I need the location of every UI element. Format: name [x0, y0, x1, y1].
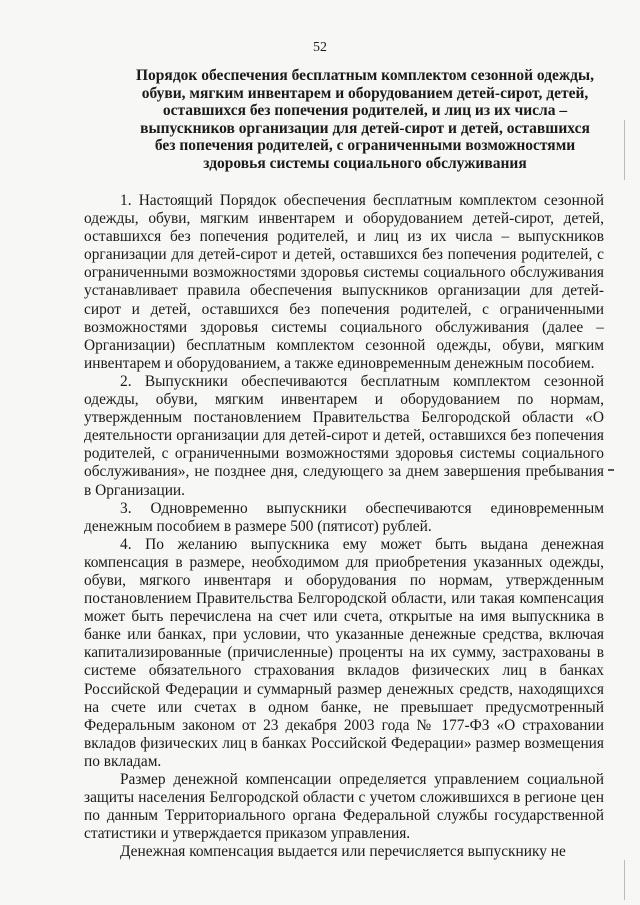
margin-mark — [608, 469, 614, 471]
page-edge-line — [624, 120, 625, 180]
document-title: Порядок обеспечения бесплатным комплектом сезонной одежды, обуви, мягким инвентарем и оборудованием детей-сирот, детей, оставшихся без попечения родителей, и лиц из их числа – выпускников организации для детей-сирот и детей, оставшихся без попечения родителей, с ограниченными возможностями здоровья системы социального обслуживания — [136, 67, 594, 172]
paragraph-5: Размер денежной компенсации определяется управлением социальной защиты населения Белгородской области с учетом сложившихся в регионе цен по данным Территориального органа Федеральной службы государственной статистики и утверждается приказом управления. — [84, 771, 604, 843]
document-body — [84, 192, 604, 861]
paragraph-4: 4. По желанию выпускника ему может быть выдана денежная компенсация в размере, необходимом для приобретения указанных одежды, обуви, мягкого инвентаря и оборудования по нормам, утвержденным постановлением Правительства Белгородской области, или такая компенсация может быть перечислена на счет или счета, открытые на имя выпускника в банке или банках, при условии, что указанные денежные средства, включая капитализированные (причисленные) проценты на их сумму, застрахованы в системе обязательного страхования вкладов физических лиц в банках Российской Федерации и суммарный размер денежных средств, находящихся на счете или счетах в одном банке, не превышает предусмотренный Федеральным законом от 23 декабря 2003 года № 177-ФЗ «О страховании вкладов физических лиц в банках Российской Федерации» размер возмещения по вкладам. — [84, 535, 604, 770]
paragraph-3: 3. Одновременно выпускники обеспечиваются единовременным денежным пособием в размере 500 (пятисот) рублей. — [84, 499, 604, 535]
page-number: 52 — [313, 40, 327, 55]
paragraph-2: 2. Выпускники обеспечиваются бесплатным комплектом сезонной одежды, обуви, мягким инвентарем и оборудованием по нормам, утвержденным постановлением Правительства Белгородской области «О деятельности организации для детей-сирот и детей, оставшихся без попечения родителей, с ограниченными возможностями здоровья системы социального обслуживания», не позднее дня, следующего за днем завершения пребывания в Организации. — [84, 372, 604, 499]
paragraph-1: 1. Настоящий Порядок обеспечения бесплатным комплектом сезонной одежды, обуви, мягким инвентарем и оборудованием детей-сирот, детей, оставшихся без попечения родителей, и лиц из их числа – выпускников организации для детей-сирот и детей, оставшихся без попечения родителей, с ограниченными возможностями здоровья системы социального обслуживания устанавливает правила обеспечения выпускников организации для детей-сирот и детей, оставшихся без попечения родителей, с ограниченными возможностями здоровья системы социального обслуживания (далее – Организации) бесплатным комплектом сезонной одежды, обуви, мягким инвентарем и оборудованием, а также единовременным денежным пособием. — [84, 192, 604, 372]
paragraph-6: Денежная компенсация выдается или перечисляется выпускнику не — [120, 843, 566, 861]
page-edge-line — [624, 860, 625, 900]
